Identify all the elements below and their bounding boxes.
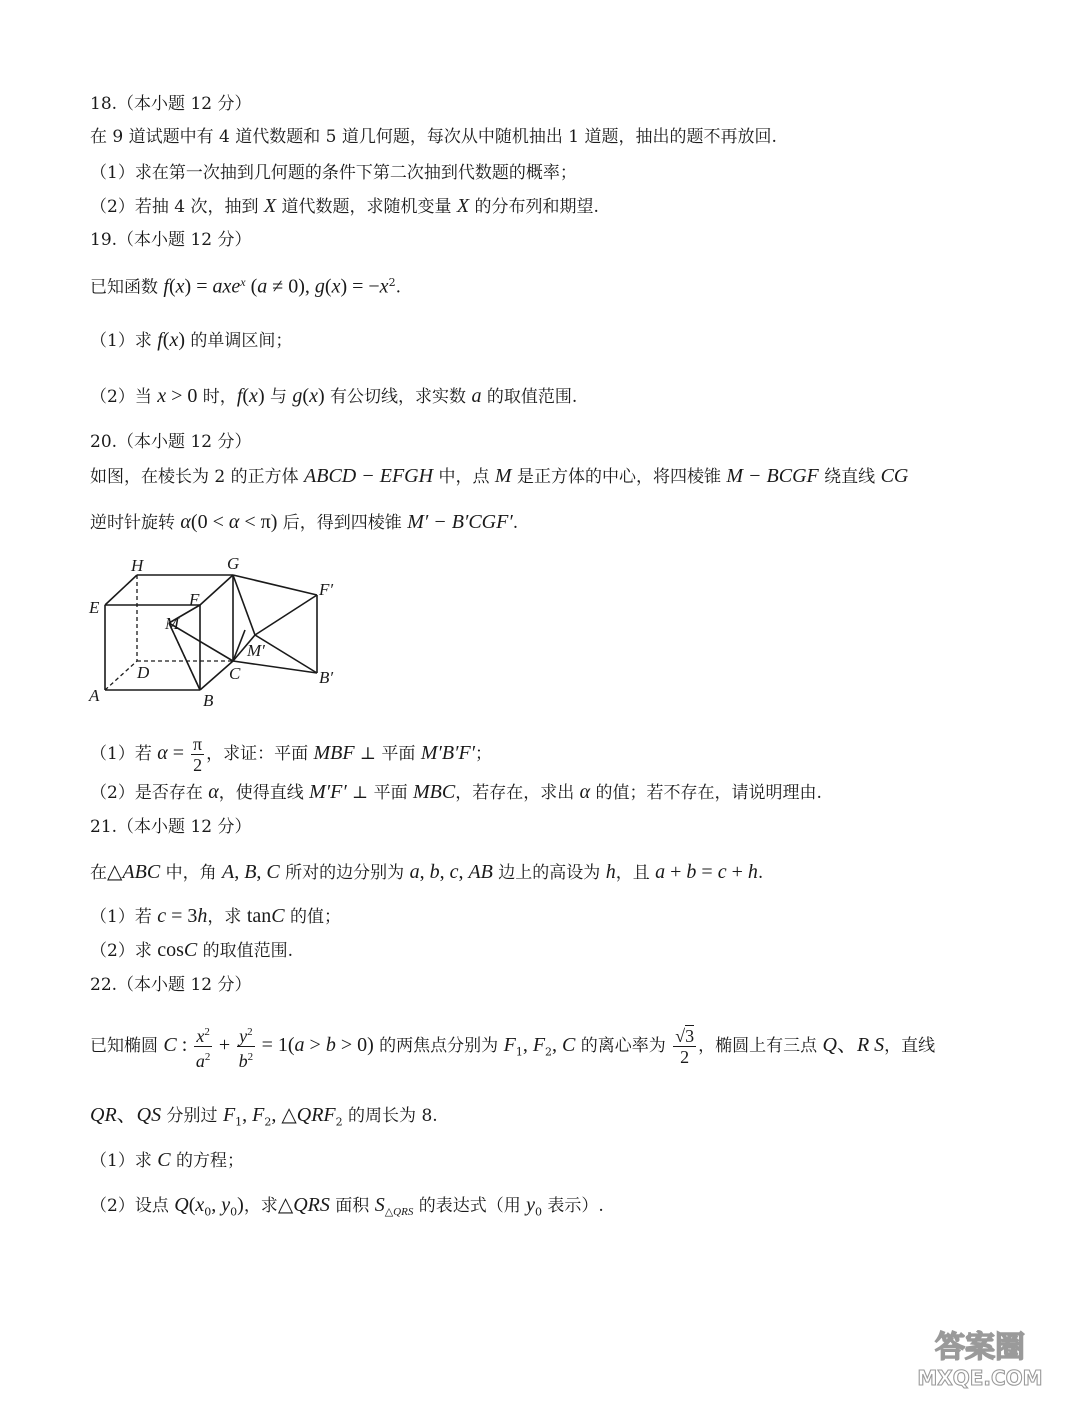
label-B-prime: B′ — [319, 668, 334, 687]
q21-heading: 21.（本小题 12 分） — [90, 817, 252, 837]
label-M-prime: M′ — [247, 641, 265, 660]
label-M: M — [165, 614, 180, 633]
label-B: B — [203, 691, 214, 710]
label-G: G — [227, 555, 240, 573]
q20-heading: 20.（本小题 12 分） — [90, 432, 252, 452]
label-C: C — [229, 664, 241, 683]
q19-part1: （1）求 f(x) 的单调区间； — [90, 329, 293, 351]
q18-stem: 在 9 道试题中有 4 道代数题和 5 道几何题，每次从中随机抽出 1 道题，抽出的题不再放回. — [90, 127, 777, 147]
cube-rotation-figure — [85, 555, 355, 715]
q20-stem-line2: 逆时针旋转 α(0 < α < π) 后，得到四棱锥 M′ − B′CGF′. — [90, 511, 519, 533]
label-H: H — [131, 556, 144, 575]
label-F-prime: F′ — [319, 580, 334, 599]
site-watermark — [910, 1321, 1050, 1393]
q18-heading: 18.（本小题 12 分） — [90, 94, 252, 114]
q19-heading: 19.（本小题 12 分） — [90, 230, 252, 250]
q22-stem: 已知椭圆 C : $\frac{x^2}{a^2}$ + $\frac{y^2}{b^2}$ = 1(a > b > 0) 的两焦点分别为 $F_1$, $F_2$, C 的离心率为 $\frac{√3}{2}$ ，椭圆上有三点 Q、R S，直线 — [90, 1022, 935, 1074]
q18-part1: （1）求在第一次抽到几何题的条件下第二次抽到代数题的概率； — [90, 163, 577, 183]
q22-part2: （2）设点 $Q(x_0$, $y_0$)，求△QRS 面积 $S_{\triangle QRS}$ 的表达式（用 $y_0$ 表示）. — [90, 1194, 604, 1219]
q20-stem-line1: 如图，在棱长为 2 的正方体 ABCD − EFGH 中，点 M 是正方体的中心，将四棱锥 M − BCGF 绕直线 CG — [90, 465, 909, 487]
q20-part1: （1）若 α = $\frac{\pi}{2}$ ，求证：平面 MBF ⊥ 平面 M′B′F′； — [90, 734, 493, 775]
q19-stem: 已知函数 f(x) = axe$^x$ (a ≠ 0), $g(x) = -x^2$. — [90, 275, 401, 298]
label-F: F — [189, 590, 200, 609]
q20-part2: （2）是否存在 α，使得直线 M′F′ ⊥ 平面 MBC，若存在，求出 α 的值；若不存在，请说明理由. — [90, 781, 822, 803]
q22-stem-line2: QR、QS 分别过 $F_1$, $F_2$, $\triangle QRF_2$ 的周长为 8. — [90, 1104, 438, 1129]
q19-part2: （2）当 x > 0 时，f(x) 与 g(x) 有公切线，求实数 a 的取值范围. — [90, 385, 578, 407]
q21-stem: 在△ABC 中，角 A, B, C 所对的边分别为 a, b, c, AB 边上的高设为 h，且 a + b = c + h. — [90, 861, 764, 883]
q18-part2: （2）若抽 4 次，抽到 X 道代数题，求随机变量 X 的分布列和期望. — [90, 195, 599, 217]
q22-heading: 22.（本小题 12 分） — [90, 975, 252, 995]
svg-text:答案圈: 答案圈 — [935, 1330, 1025, 1365]
svg-text:MXQE.COM: MXQE.COM — [917, 1366, 1043, 1390]
label-E: E — [89, 598, 100, 617]
q21-part1: （1）若 c = 3h，求 tanC 的值； — [90, 905, 341, 927]
q21-part2: （2）求 cosC 的取值范围. — [90, 939, 294, 961]
q22-part1: （1）求 C 的方程； — [90, 1149, 244, 1171]
label-A: A — [89, 686, 100, 705]
label-D: D — [137, 663, 150, 682]
